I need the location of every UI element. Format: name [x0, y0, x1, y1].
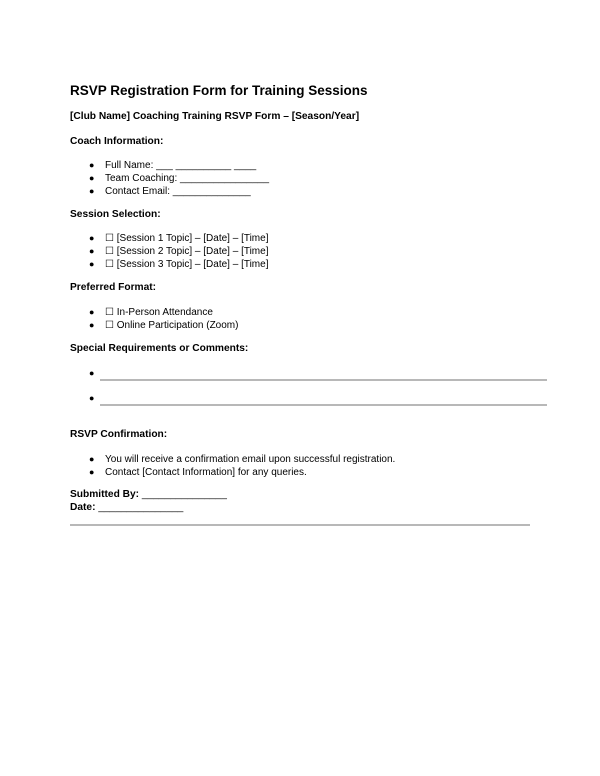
coach-info-heading: Coach Information: — [70, 136, 164, 147]
bullet-icon: ● — [89, 467, 95, 477]
list-item — [70, 306, 238, 319]
bullet-icon: ● — [89, 173, 95, 183]
comment-underline — [100, 379, 547, 381]
date-field[interactable]: _______________ — [98, 502, 184, 513]
submitted-by-row — [70, 489, 227, 500]
preferred-format-list — [70, 306, 238, 332]
confirmation-email-note: You will receive a confirmation email upon successful registration. — [105, 454, 396, 465]
session-3-checkbox[interactable]: ☐ [Session 3 Topic] – [Date] – [Time] — [105, 259, 269, 270]
horizontal-divider — [70, 524, 530, 526]
comment-line-2[interactable] — [70, 392, 547, 406]
bullet-icon: ● — [89, 160, 95, 170]
session-2-checkbox[interactable]: ☐ [Session 2 Topic] – [Date] – [Time] — [105, 246, 269, 257]
list-item — [70, 466, 395, 479]
form-subtitle: [Club Name] Coaching Training RSVP Form – [Season/Year] — [70, 111, 360, 122]
online-checkbox[interactable]: ☐ Online Participation (Zoom) — [105, 320, 239, 331]
bullet-icon: ● — [89, 186, 95, 196]
bullet-icon: ● — [89, 320, 95, 330]
date-label: Date: — [70, 502, 96, 513]
session-1-checkbox[interactable]: ☐ [Session 1 Topic] – [Date] – [Time] — [105, 233, 269, 244]
team-coaching-field[interactable]: Team Coaching: ________________ — [105, 173, 270, 184]
list-item — [70, 232, 268, 245]
rsvp-confirmation-heading: RSVP Confirmation: — [70, 429, 168, 440]
special-requirements-heading: Special Requirements or Comments: — [70, 343, 249, 354]
date-row — [70, 502, 183, 513]
rsvp-confirmation-list — [70, 453, 395, 479]
list-item — [70, 453, 395, 466]
contact-note: Contact [Contact Information] for any queries. — [105, 467, 307, 478]
full-name-field[interactable]: Full Name: ___ __________ ____ — [105, 160, 257, 171]
contact-email-field[interactable]: Contact Email: ______________ — [105, 186, 251, 197]
session-selection-heading: Session Selection: — [70, 209, 161, 220]
in-person-checkbox[interactable]: ☐ In-Person Attendance — [105, 307, 213, 318]
list-item — [70, 172, 269, 185]
bullet-icon: ● — [89, 368, 95, 378]
list-item — [70, 319, 238, 332]
bullet-icon: ● — [89, 307, 95, 317]
bullet-icon: ● — [89, 393, 95, 403]
preferred-format-heading: Preferred Format: — [70, 282, 157, 293]
comment-underline — [100, 404, 547, 406]
bullet-icon: ● — [89, 246, 95, 256]
list-item — [70, 245, 268, 258]
bullet-icon: ● — [89, 259, 95, 269]
bullet-icon: ● — [89, 454, 95, 464]
list-item — [70, 185, 269, 198]
comment-line-1[interactable] — [70, 367, 547, 381]
session-selection-list — [70, 232, 268, 271]
page-title: RSVP Registration Form for Training Sessions — [70, 83, 368, 98]
coach-info-list — [70, 159, 269, 198]
submitted-by-label: Submitted By: — [70, 489, 140, 500]
list-item — [70, 258, 268, 271]
list-item — [70, 159, 269, 172]
bullet-icon: ● — [89, 233, 95, 243]
submitted-by-field[interactable]: _______________ — [141, 489, 227, 500]
